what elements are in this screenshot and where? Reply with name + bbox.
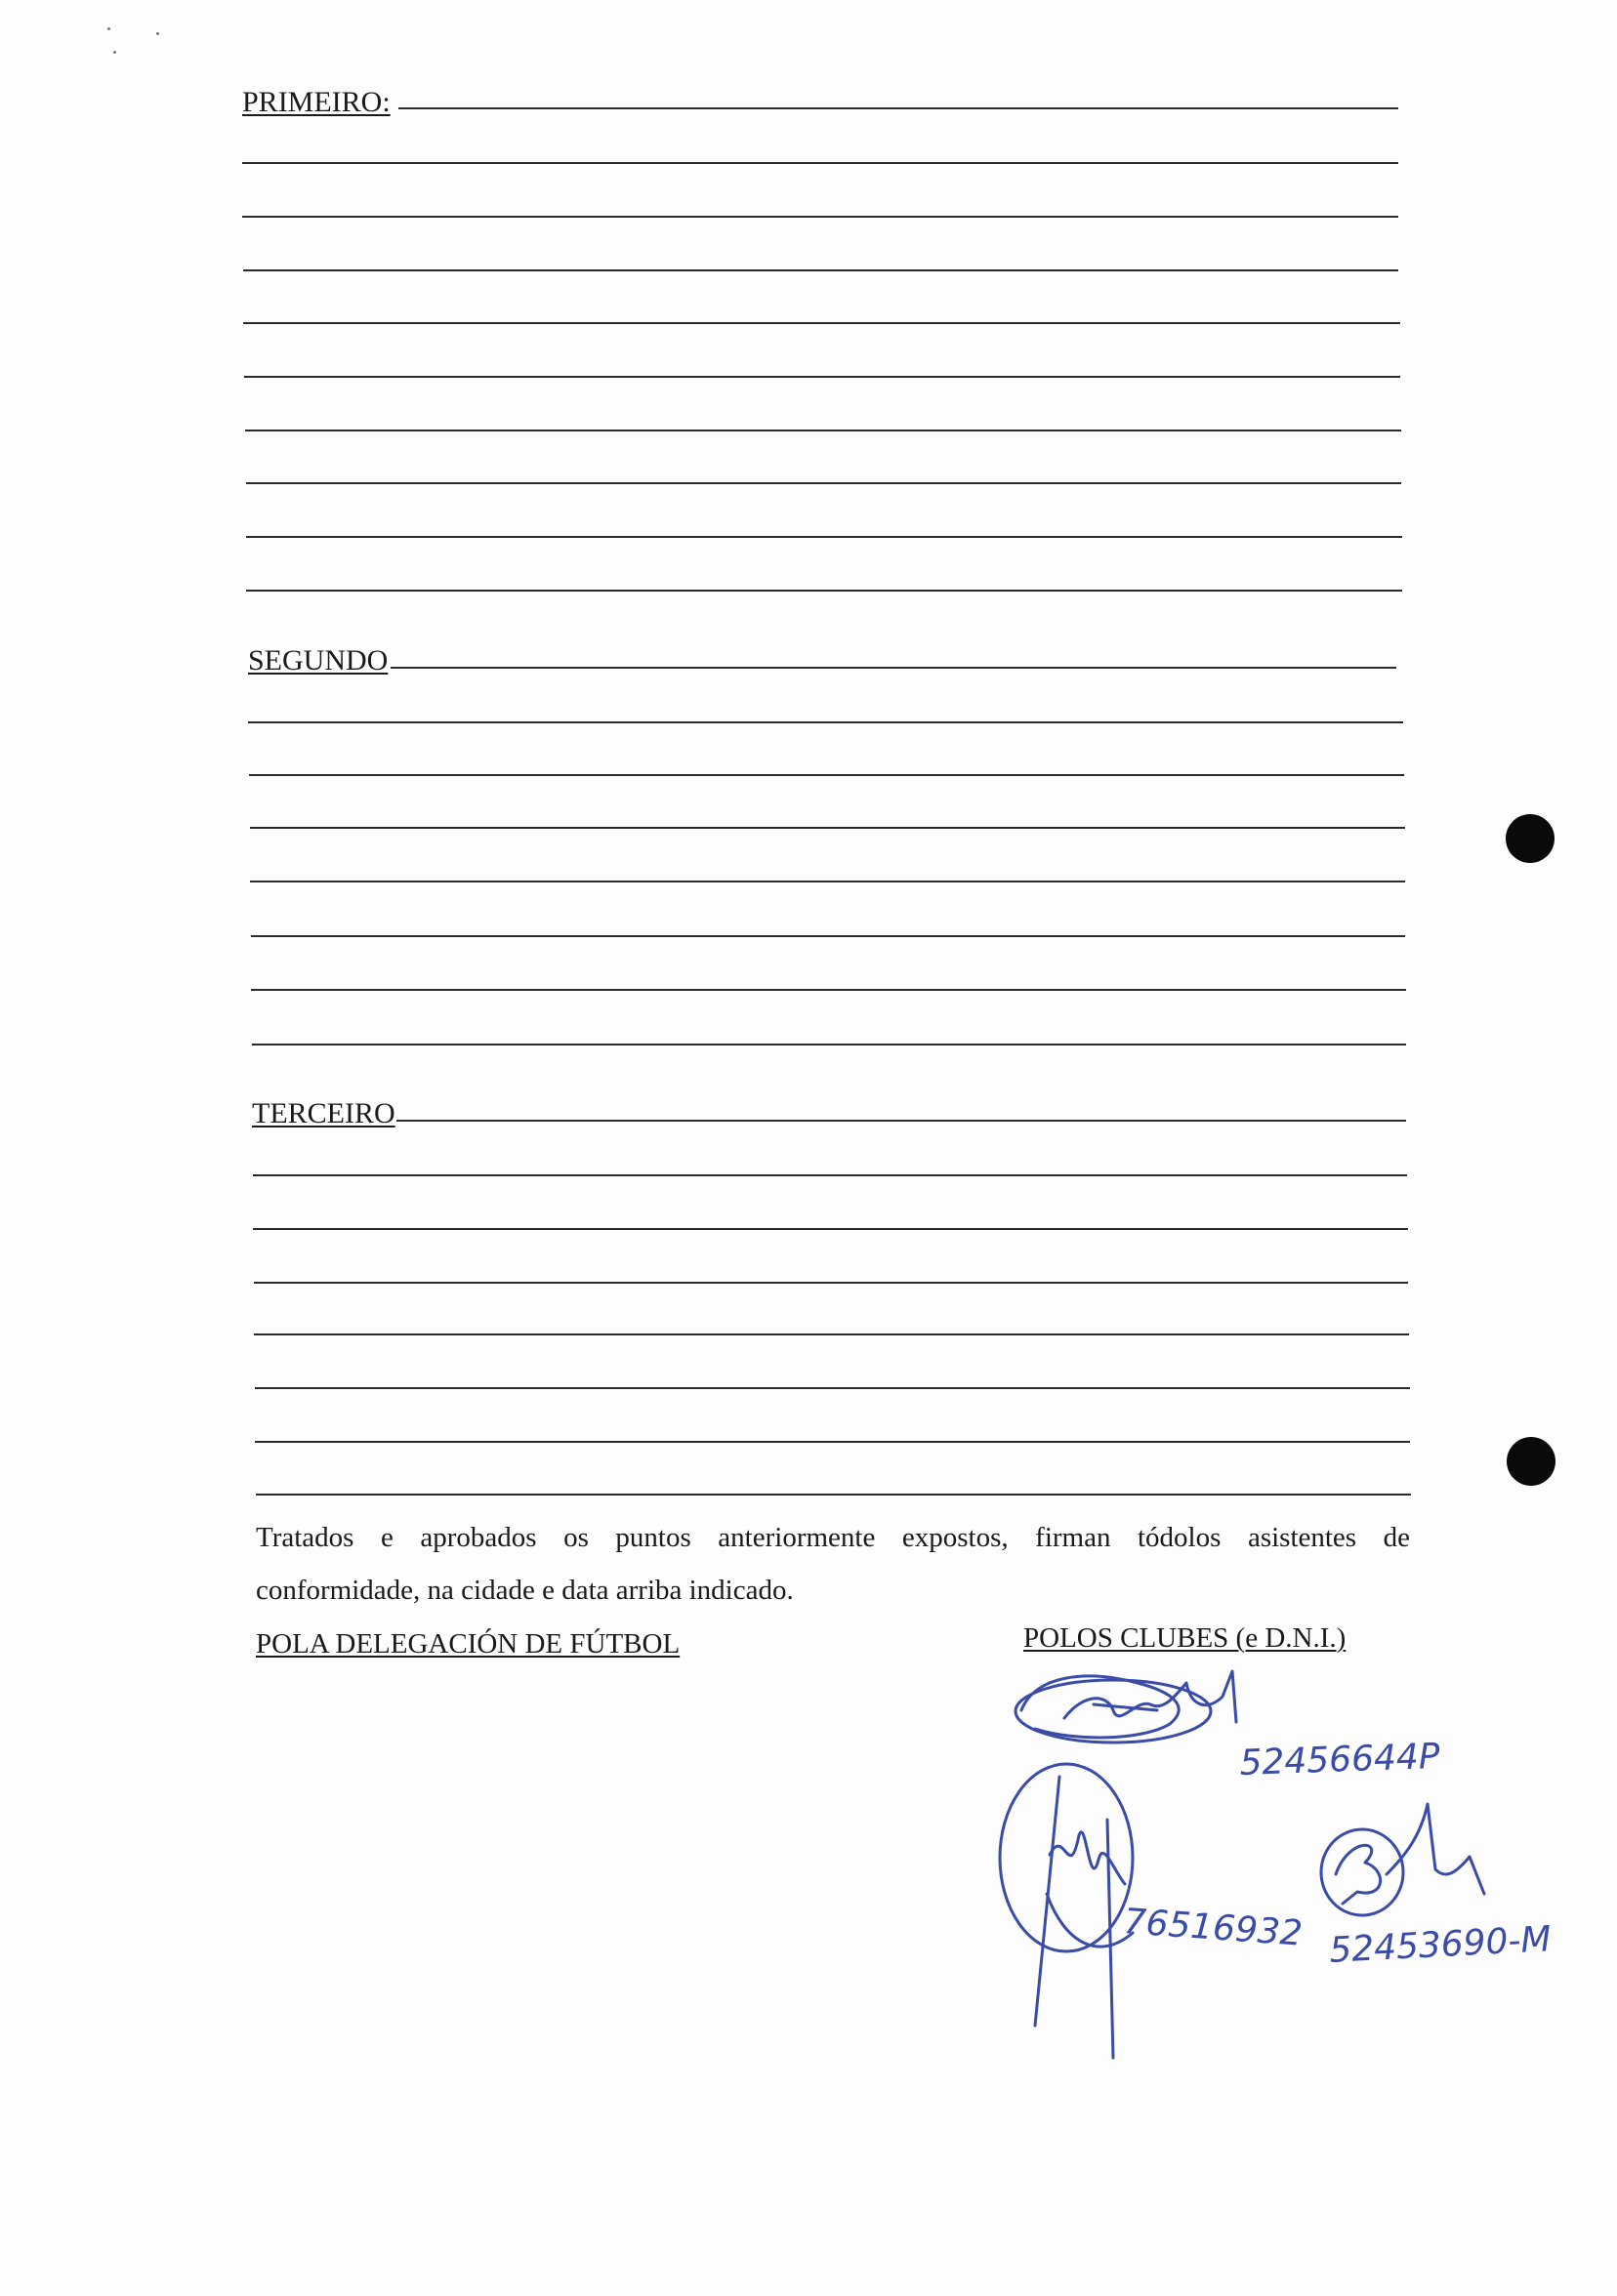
handwritten-id-1: 52456644P (1238, 1736, 1441, 1784)
section-label-primeiro: PRIMEIRO: (242, 86, 391, 118)
club-signature-1 (1016, 1671, 1236, 1742)
club-signature-3 (1321, 1804, 1484, 1915)
section-label-segundo: SEGUNDO (248, 644, 389, 676)
handwritten-id-3: 52453690-M (1328, 1919, 1553, 1971)
clubs-signature-label: POLOS CLUBES (e D.N.I.) (1023, 1622, 1347, 1654)
closing-text-line-2: conformidade, na cidade e data arriba indicado. (256, 1575, 794, 1606)
club-signature-2 (1000, 1764, 1133, 2058)
section-label-terceiro: TERCEIRO (252, 1097, 395, 1129)
closing-text-line-1: Tratados e aprobados os puntos anteriormente expostos, firman tódolos asistentes de (256, 1522, 1410, 1553)
handwritten-id-2: 76516932 (1122, 1902, 1305, 1954)
delegation-signature-label: POLA DELEGACIÓN DE FÚTBOL (256, 1628, 681, 1660)
